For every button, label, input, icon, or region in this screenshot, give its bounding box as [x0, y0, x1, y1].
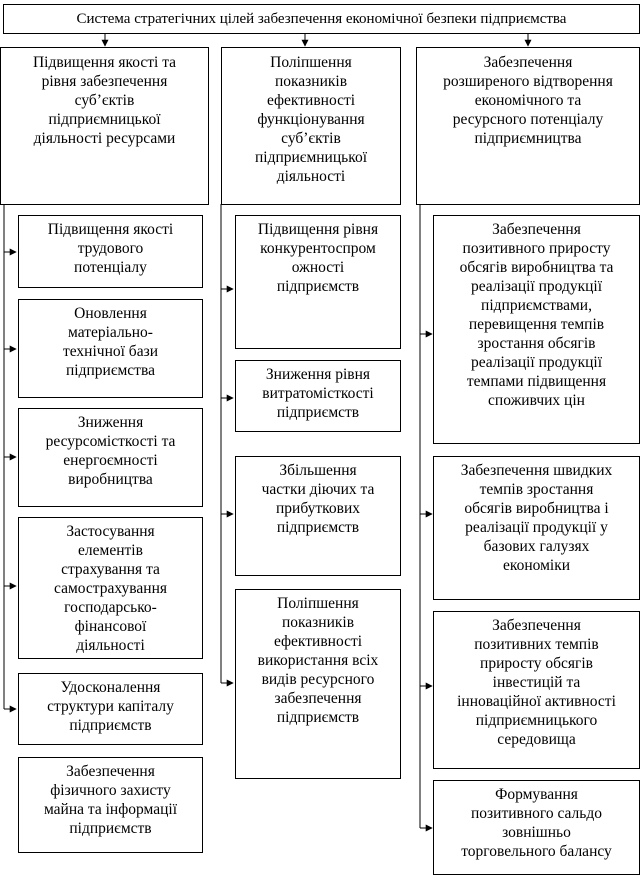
col3-item-3: Забезпечення позитивних темпів приросту обсягів інвестицій та інноваційної активності підприємницького середовища	[433, 611, 640, 769]
col1-item-5: Удосконалення структури капіталу підприємств	[18, 673, 203, 745]
col3-item-4: Формування позитивного сальдо зовнішньо торговельного балансу	[433, 780, 640, 875]
col3-item-2: Забезпечення швидких темпів зростання обсягів виробництва і реалізації продукції у базових галузях економіки	[433, 456, 640, 600]
col1-item-1: Підвищення якості трудового потенціалу	[18, 215, 203, 288]
column-2-header: Поліпшення показників ефективності функціонування суб’єктів підприємницької діяльності	[221, 47, 401, 205]
col2-item-1: Підвищення рівня конкурентоспром ожності підприємств	[235, 215, 401, 349]
col2-item-2: Зниження рівня витратомісткості підприємств	[235, 360, 401, 432]
col2-item-3: Збільшення частки діючих та прибуткових підприємств	[235, 456, 401, 576]
diagram-title-box	[3, 4, 640, 34]
col1-item-4: Застосування елементів страхування та самострахування господарсько- фінансової діяльності	[18, 517, 203, 659]
col1-item-2: Оновлення матеріально- технічної бази підприємства	[18, 299, 203, 398]
diagram-title: Система стратегічних цілей забезпечення економічної безпеки підприємства	[76, 10, 567, 27]
column-1-header: Підвищення якості та рівня забезпечення суб’єктів підприємницької діяльності ресурсами	[0, 47, 209, 205]
col1-item-6: Забезпечення фізичного захисту майна та інформації підприємств	[18, 757, 203, 853]
column-3-header: Забезпечення розширеного відтворення економічного та ресурсного потенціалу підприємництва	[416, 47, 640, 205]
col3-item-1: Забезпечення позитивного приросту обсягів виробництва та реалізації продукції підприємствами, перевищення темпів зростання обсягів реалізації продукції темпами підвищення споживчих цін	[433, 215, 640, 444]
col2-item-4: Поліпшення показників ефективності використання всіх видів ресурсного забезпечення підприємств	[235, 589, 401, 779]
col1-item-3: Зниження ресурсомісткості та енергоємності виробництва	[18, 408, 203, 507]
